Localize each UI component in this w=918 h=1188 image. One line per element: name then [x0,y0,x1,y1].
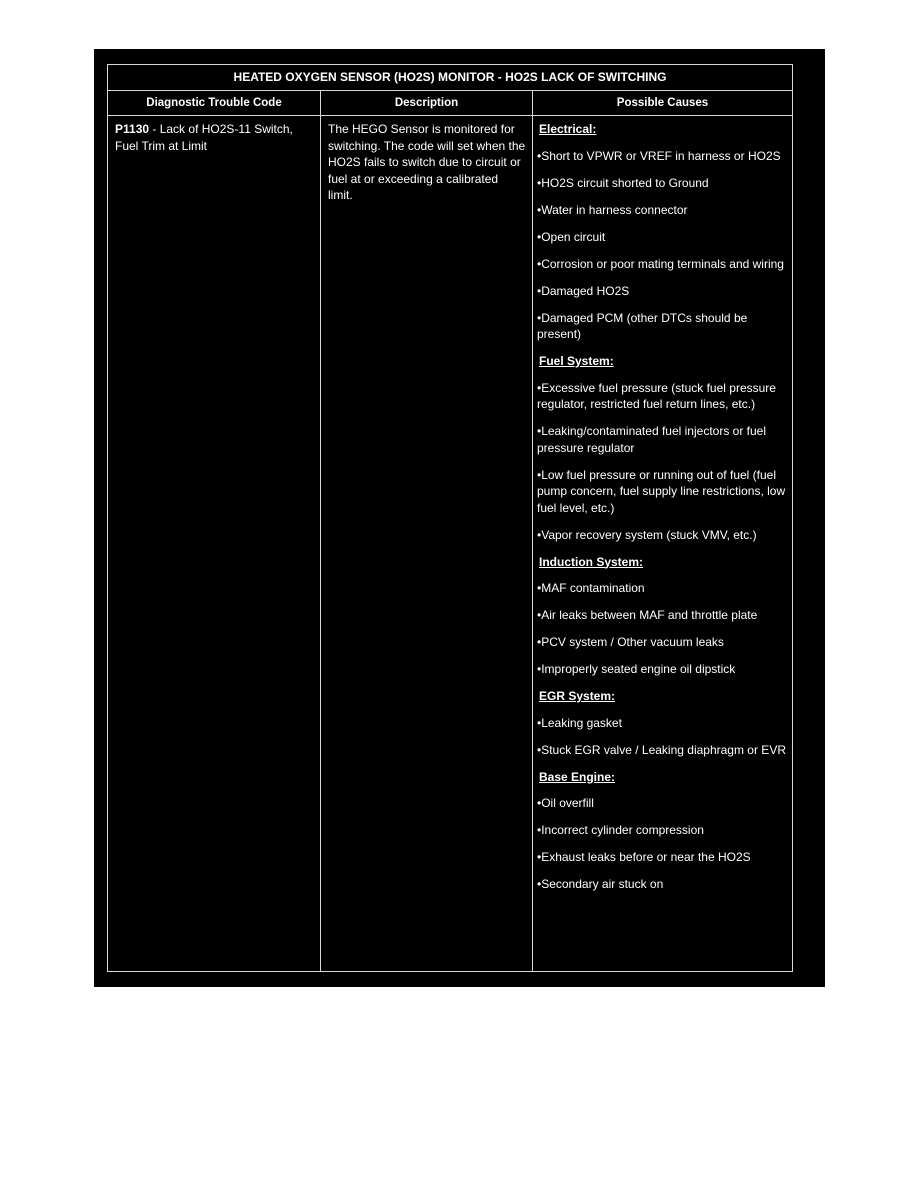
cause-item: •Exhaust leaks before or near the HO2S [537,850,751,864]
cause-item: •Open circuit [537,229,606,244]
cause-item: •Leaking gasket [537,715,622,730]
dtc-code: P1130 [115,122,150,136]
cause-item: •Damaged PCM (other DTCs should be present) [537,310,748,341]
header-causes: Possible Causes [616,97,709,109]
header-description: Description [321,91,533,115]
cause-group-heading: Electrical: [539,122,597,136]
cause-item: •Damaged HO2S [537,283,630,298]
cause-item: •MAF contamination [537,581,645,595]
table-header-row [108,91,792,116]
cause-item: •HO2S circuit shorted to Ground [537,175,709,190]
causes-cell [533,116,792,971]
header-code: Diagnostic Trouble Code [108,91,321,115]
dtc-table [107,64,793,972]
cause-group-heading: Fuel System: [539,354,614,368]
cause-item: •Air leaks between MAF and throttle plate [537,608,758,622]
cause-item: •Water in harness connector [537,202,688,217]
cause-item: •PCV system / Other vacuum leaks [537,635,724,649]
cause-item: •Short to VPWR or VREF in harness or HO2S [537,148,781,163]
code-cell [108,116,321,971]
cause-group-heading: Base Engine: [539,769,616,784]
cause-item: •Secondary air stuck on [537,877,664,891]
cause-item: •Incorrect cylinder compression [537,823,704,837]
cause-group-heading: Induction System: [539,554,644,569]
table-row [108,116,792,971]
cause-item: •Oil overfill [537,796,594,810]
cause-item: •Stuck EGR valve / Leaking diaphragm or EVR [537,742,786,757]
cause-item: •Vapor recovery system (stuck VMV, etc.) [537,527,757,542]
description-cell: The HEGO Sensor is monitored for switching. The code will set when the HO2S fails to switch due to circuit or fuel at or exceeding a calibrated limit. [321,116,533,971]
cause-item: •Excessive fuel pressure (stuck fuel pressure regulator, restricted fuel return lines, etc.) [537,380,776,411]
cause-item: •Corrosion or poor mating terminals and wiring [537,256,784,271]
dtc-code-text: - Lack of HO2S-11 Switch, Fuel Trim at Limit [115,122,293,153]
cause-group-heading: EGR System: [539,689,616,703]
cause-item: •Low fuel pressure or running out of fuel (fuel pump concern, fuel supply line restrictions, low fuel level, etc.) [537,467,786,515]
cause-item: •Improperly seated engine oil dipstick [537,662,736,676]
cause-item: •Leaking/contaminated fuel injectors or fuel pressure regulator [537,424,767,455]
table-title: HEATED OXYGEN SENSOR (HO2S) MONITOR - HO2S LACK OF SWITCHING [108,65,792,91]
